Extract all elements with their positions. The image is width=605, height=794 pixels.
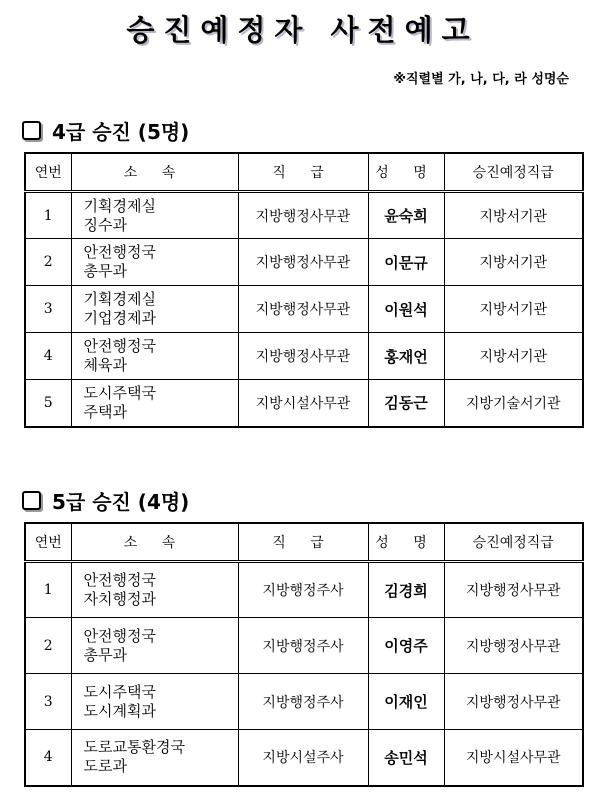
cell-target-grade: 지방서기관 [444,286,583,333]
cell-grade: 지방행정사무관 [238,192,368,239]
cell-no: 4 [25,333,71,380]
dept-bureau: 안전행정국 [83,337,156,355]
cell-grade: 지방행정사무관 [238,333,368,380]
cell-no: 3 [25,286,71,333]
cell-dept [71,239,238,286]
dept-bureau: 안전행정국 [83,243,156,261]
table-header-row [25,153,583,192]
cell-no: 2 [25,239,71,286]
cell-target-grade: 지방행정사무관 [444,562,583,618]
dept-division: 총무과 [83,645,127,664]
checkbox-square-icon [22,121,41,140]
table-row [25,562,583,618]
promotion-table-grade4 [24,152,584,428]
table-row [25,730,583,786]
cell-target-grade: 지방기술서기관 [444,380,583,427]
header-dept: 소 속 [71,523,238,562]
cell-dept [71,562,238,618]
cell-no: 5 [25,380,71,427]
table-row [25,674,583,730]
cell-target-grade: 지방서기관 [444,192,583,239]
cell-no: 1 [25,562,71,618]
dept-division: 체육과 [83,356,127,374]
table-header-row [25,523,583,562]
table-row [25,239,583,286]
header-grade: 직 급 [238,153,368,192]
cell-target-grade: 지방서기관 [444,239,583,286]
table-row [25,380,583,427]
dept-division: 자치행정과 [83,590,156,608]
cell-dept [71,333,238,380]
cell-grade: 지방시설주사 [238,730,368,786]
cell-dept [71,730,238,786]
cell-dept [71,286,238,333]
checkbox-square-icon [22,491,41,510]
table-row [25,286,583,333]
cell-name: 이원석 [368,286,444,333]
table-row [25,192,583,239]
cell-grade: 지방행정사무관 [238,286,368,333]
dept-bureau: 안전행정국 [83,571,156,589]
dept-bureau: 도로교통환경국 [83,738,185,757]
sort-note: ※직렬별 가, 나, 다, 라 성명순 [393,72,569,87]
dept-division: 도로과 [83,757,127,776]
cell-no: 1 [25,192,71,239]
cell-dept [71,618,238,674]
section-heading-grade5 [22,486,189,515]
cell-target-grade: 지방서기관 [444,333,583,380]
dept-bureau: 안전행정국 [83,626,156,645]
cell-grade: 지방시설사무관 [238,380,368,427]
cell-name: 이문규 [368,239,444,286]
header-name: 성 명 [368,523,444,562]
dept-division: 징수과 [83,215,127,234]
section-heading-label: 4급 승진 (5명) [52,120,190,144]
header-no: 연번 [25,523,71,562]
header-dept: 소 속 [71,153,238,192]
cell-dept [71,380,238,427]
dept-bureau: 도시주택국 [83,383,156,402]
cell-dept [71,674,238,730]
dept-division: 총무과 [83,262,127,280]
cell-dept [71,192,238,239]
cell-grade: 지방행정사무관 [238,239,368,286]
dept-bureau: 기획경제실 [83,196,156,215]
cell-grade: 지방행정주사 [238,674,368,730]
promotion-table-grade5 [24,522,584,787]
header-target-grade: 승진예정직급 [444,153,583,192]
cell-grade: 지방행정주사 [238,618,368,674]
cell-no: 3 [25,674,71,730]
page-title: 승진예정자 사전예고 [126,13,479,47]
dept-division: 기업경제과 [83,309,156,327]
cell-no: 4 [25,730,71,786]
dept-division: 주택과 [83,402,127,421]
header-no: 연번 [25,153,71,192]
cell-name: 김경희 [368,562,444,618]
cell-name: 김동근 [368,380,444,427]
cell-grade: 지방행정주사 [238,562,368,618]
cell-name: 송민석 [368,730,444,786]
table-row [25,333,583,380]
header-target-grade: 승진예정직급 [444,523,583,562]
section-heading-grade4 [22,116,189,145]
cell-target-grade: 지방행정사무관 [444,674,583,730]
cell-name: 홍재언 [368,333,444,380]
cell-no: 2 [25,618,71,674]
cell-target-grade: 지방시설사무관 [444,730,583,786]
dept-bureau: 도시주택국 [83,682,156,701]
cell-target-grade: 지방행정사무관 [444,618,583,674]
cell-name: 이재인 [368,674,444,730]
section-heading-label: 5급 승진 (4명) [52,490,190,514]
cell-name: 이영주 [368,618,444,674]
table-row [25,618,583,674]
dept-division: 도시계획과 [83,701,156,720]
cell-name: 윤숙희 [368,192,444,239]
header-name: 성 명 [368,153,444,192]
header-grade: 직 급 [238,523,368,562]
dept-bureau: 기획경제실 [83,290,156,308]
